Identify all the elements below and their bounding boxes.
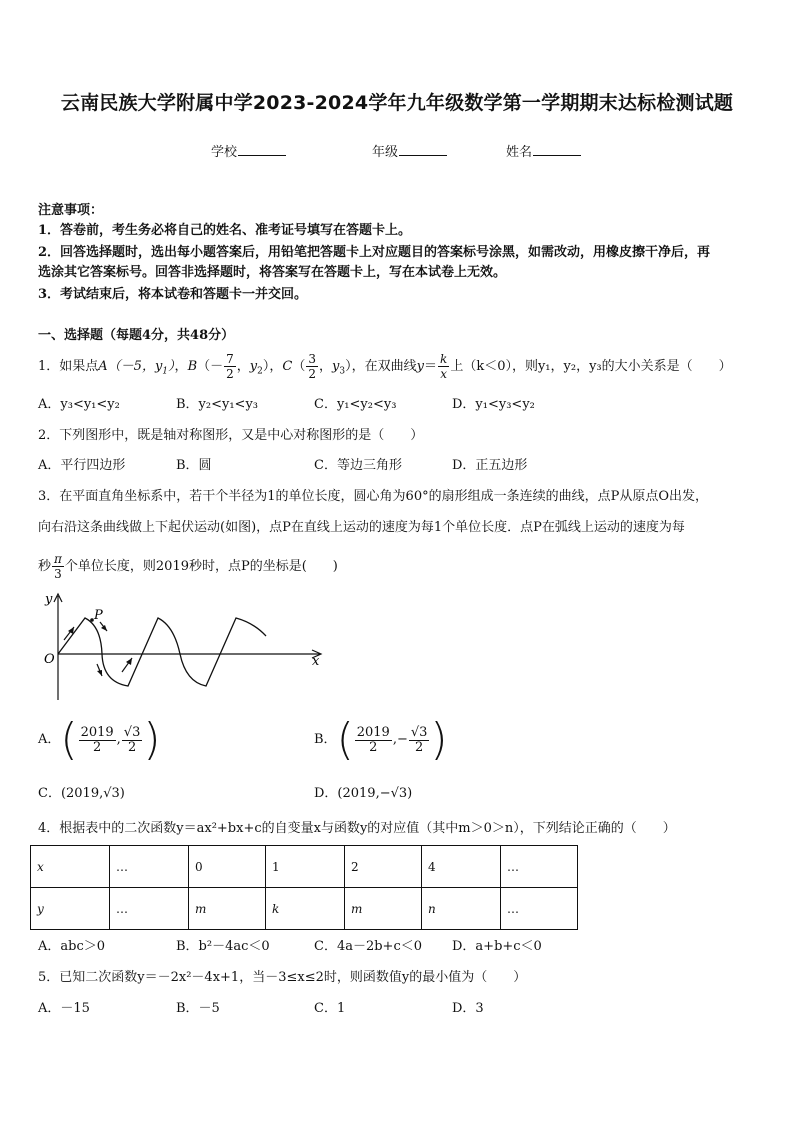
q2-option-a[interactable]: A．平行四边形 (38, 458, 126, 473)
table-cell: 4 (422, 846, 501, 888)
frac-den: 2 (415, 739, 424, 755)
frac-num: 2019 (80, 724, 114, 740)
table-cell: y (31, 888, 110, 930)
table-cell: k (266, 888, 345, 930)
q5-option-c[interactable]: C．1 (314, 1001, 346, 1016)
frac-num: k (440, 352, 448, 366)
frac-2019 (79, 726, 116, 755)
q3-figure (36, 588, 326, 706)
frac-num: 2019 (356, 724, 390, 740)
q1-frac-b (224, 352, 236, 381)
school-label: 学校 (211, 145, 238, 160)
notes-heading: 注意事项： (38, 203, 104, 218)
table-cell: x (31, 846, 110, 888)
question-5: 5．已知二次函数y＝－2x²－4x+1，当－3≤x≤2时，则函数值y的最小值为（ ） (38, 970, 527, 985)
note-1: 1．答卷前，考生务必将自己的姓名、准考证号填写在答题卡上。 (38, 223, 412, 238)
frac-num: 7 (226, 352, 234, 366)
question-3-line3 (38, 552, 338, 581)
table-row (31, 888, 578, 930)
y-axis-label: y (45, 592, 53, 607)
frac-sqrt3 (409, 726, 430, 755)
question-4: 4．根据表中的二次函数y＝ax²+bx+c的自变量x与函数y的对应值（其中m＞0＞n），下列结论正确的（ ） (38, 821, 676, 836)
grade-field (372, 141, 447, 160)
q4-option-b[interactable]: B．b²－4ac＜0 (176, 939, 270, 954)
q5-option-b[interactable]: B．－5 (176, 1001, 220, 1016)
q2-option-b[interactable]: B．圆 (176, 458, 212, 473)
frac-den: 2 (92, 739, 102, 755)
table-row (31, 846, 578, 888)
table-cell: n (422, 888, 501, 930)
table-cell: 2 (345, 846, 422, 888)
right-paren: ) (143, 714, 161, 765)
left-paren: ( (60, 714, 78, 765)
q4-table (30, 845, 578, 930)
origin-label: O (44, 652, 55, 667)
frac-num: √3 (123, 724, 141, 740)
q3-frac (52, 552, 64, 581)
frac-num: π (54, 552, 62, 566)
table-cell: … (501, 846, 578, 888)
q3-option-c[interactable]: C．(2019,√3) (38, 786, 125, 801)
frac-sqrt3 (122, 726, 143, 755)
q3-line3-b: 个单位长度，则2019秒时，点P的坐标是( ) (64, 559, 338, 574)
grade-blank (399, 143, 447, 156)
point-p-label: P (94, 608, 103, 623)
table-cell: … (110, 846, 189, 888)
frac-den: 2 (226, 367, 234, 381)
name-blank (533, 143, 581, 156)
frac-2019 (355, 726, 392, 755)
q1-option-b[interactable]: B．y₂<y₁<y₃ (176, 397, 259, 412)
x-axis-label: x (312, 654, 320, 669)
q4-option-c[interactable]: C．4a－2b+c＜0 (314, 939, 423, 954)
note-2-cont: 选涂其它答案标号。回答非选择题时，将答案写在答题卡上，写在本试卷上无效。 (38, 265, 507, 280)
question-2: 2．下列图形中，既是轴对称图形，又是中心对称图形的是（ ） (38, 428, 424, 443)
q1-suffix: 上（k＜0），则y₁，y₂，y₃的大小关系是（ ） (450, 359, 732, 374)
frac-num: √3 (410, 724, 428, 740)
q3-option-a[interactable]: A．( $\frac{2019}{2}$ , $\frac{√3}{2}$ ) (38, 714, 161, 765)
option-label: A． (38, 732, 61, 747)
name-field (506, 141, 581, 160)
q1-option-d[interactable]: D．y₁<y₃<y₂ (452, 397, 535, 412)
table-cell: 0 (189, 846, 266, 888)
wave-curve (58, 618, 266, 686)
q1-point-c: C (282, 359, 293, 374)
question-3-line2: 向右沿这条曲线做上下起伏运动(如图)，点P在直线上运动的速度为每1个单位长度．点P在弧线上运动的速度为每 (38, 520, 685, 535)
note-2: 2．回答选择题时，选出每小题答案后，用铅笔把答题卡上对应题目的答案标号涂黑，如需改动，用橡皮擦干净后，再 (38, 245, 711, 260)
q1-point-a: A（－5，$y_1$） (98, 359, 175, 377)
q3-option-d[interactable]: D．(2019,−√3) (314, 786, 413, 801)
left-paren: ( (336, 714, 354, 765)
table-cell: m (345, 888, 422, 930)
q4-option-d[interactable]: D．a+b+c＜0 (452, 939, 542, 954)
q3-option-b[interactable]: B．( $\frac{2019}{2}$ ,− $\frac{√3}{2}$ ) (314, 714, 448, 765)
frac-num: 3 (308, 352, 317, 366)
school-blank (238, 143, 286, 156)
question-1: 1．如果点A（－5，$y_1$），B（－ $\frac{7}{2}$ ，$y_2$），C（ $\frac{3}{2}$ ，$y_3$），在双曲线y＝ $\frac{k}{x}$ 上（k＜0），则y₁，y₂，y₃的大小关系是（ ） (38, 352, 732, 381)
q1-option-a[interactable]: A．y₃<y₁<y₂ (38, 397, 120, 412)
point-p (90, 618, 94, 622)
q4-option-a[interactable]: A．abc＞0 (38, 939, 106, 954)
table-cell: … (501, 888, 578, 930)
table-cell: m (189, 888, 266, 930)
q5-option-d[interactable]: D．3 (452, 1001, 484, 1016)
name-label: 姓名 (506, 145, 533, 160)
frac-den: 2 (127, 739, 137, 755)
q1-mid: ，在双曲线 (351, 359, 417, 374)
frac-den: 2 (369, 739, 378, 755)
q5-option-a[interactable]: A．－15 (38, 1001, 90, 1016)
q1-option-c[interactable]: C．y₁<y₂<y₃ (314, 397, 397, 412)
right-paren: ) (430, 714, 448, 765)
frac-den: x (440, 367, 448, 381)
q3-line3-a: 秒 (38, 559, 52, 574)
grade-label: 年级 (372, 145, 399, 160)
page-title: 云南民族大学附属中学2023-2024学年九年级数学第一学期期末达标检测试题 (60, 92, 734, 114)
section-heading: 一、选择题（每题4分，共48分） (38, 328, 235, 343)
q2-option-d[interactable]: D．正五边形 (452, 458, 528, 473)
table-cell: … (110, 888, 189, 930)
school-field (211, 141, 286, 160)
q1-frac-c (306, 352, 318, 381)
table-cell: 1 (266, 846, 345, 888)
option-label: B． (314, 732, 337, 747)
q1-prefix: 1．如果点 (38, 359, 99, 374)
q1-point-b: B (187, 359, 198, 374)
note-3: 3．考试结束后，将本试卷和答题卡一并交回。 (38, 287, 308, 302)
question-3-line1: 3．在平面直角坐标系中，若干个半径为1的单位长度，圆心角为60°的扇形组成一条连续的曲线，点P从原点O出发， (38, 489, 708, 504)
q1-frac-k (438, 352, 449, 381)
frac-den: 2 (308, 367, 317, 381)
frac-den: 3 (54, 567, 62, 581)
q2-option-c[interactable]: C．等边三角形 (314, 458, 402, 473)
